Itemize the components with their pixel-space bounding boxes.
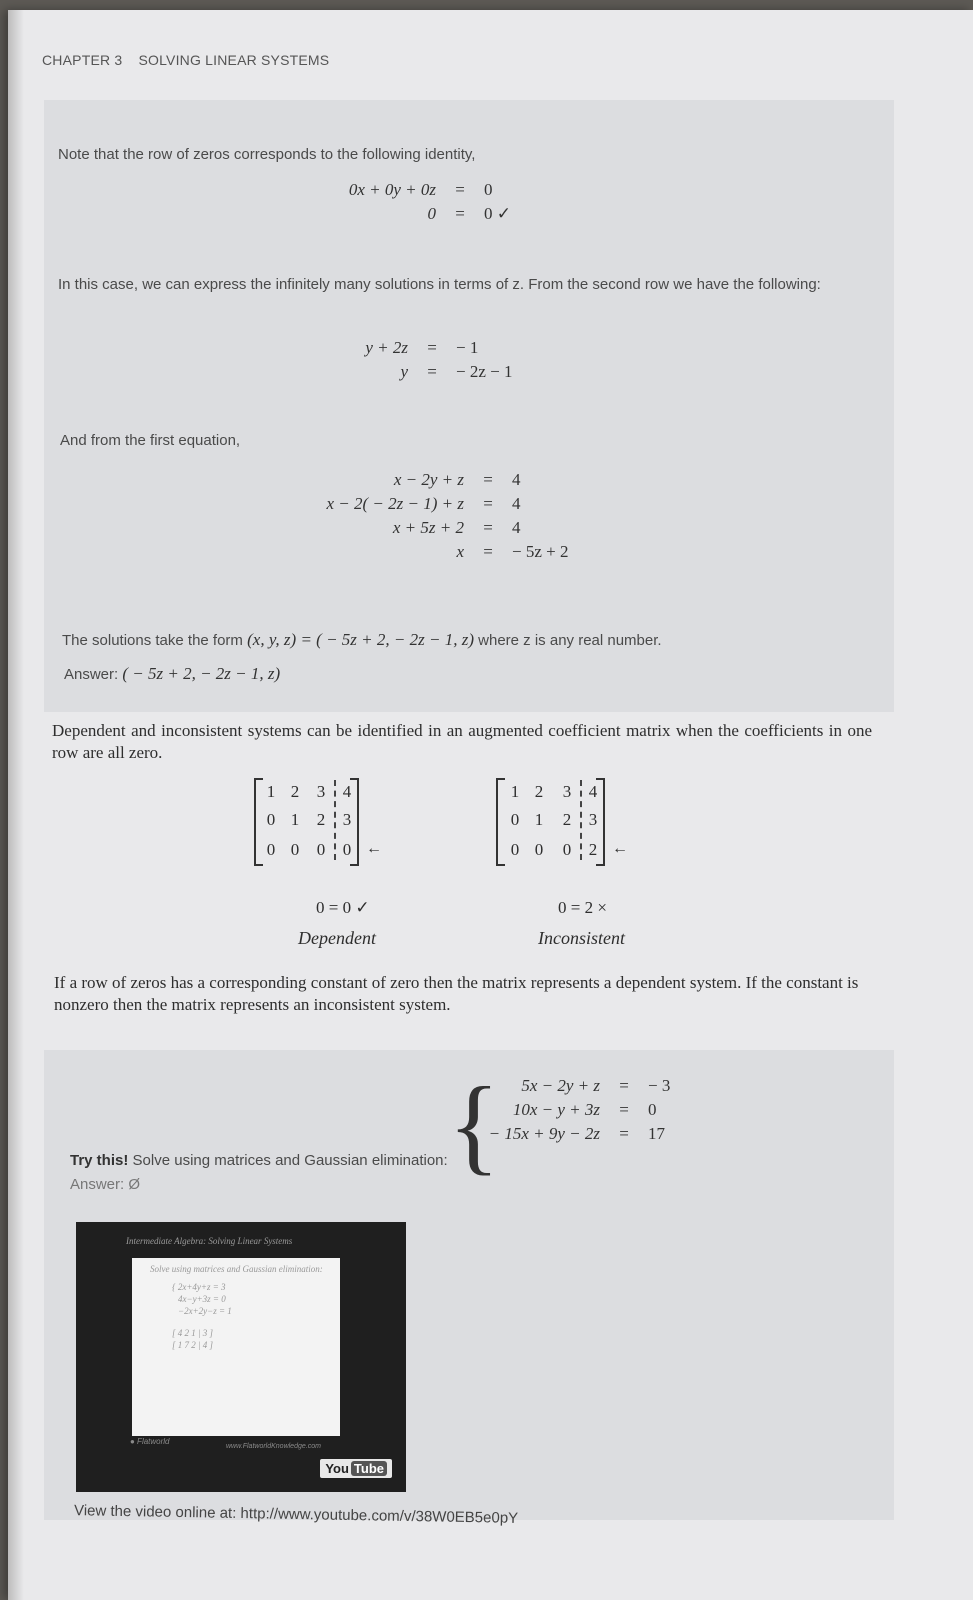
inconsistent-label: Inconsistent	[538, 928, 625, 948]
dependent-label: Dependent	[298, 928, 376, 948]
video-watermark: ● Flatworld	[130, 1437, 170, 1446]
row-arrow-icon: ←	[612, 840, 628, 857]
system-brace: {	[448, 1066, 500, 1185]
try-this-system: 5x − 2y + z = − 3 10x − y + 3z = 0 − 15x + 9y − 2z = 17	[488, 1076, 671, 1143]
paragraph-infinite-solutions: In this case, we can express the infinitely many solutions in terms of z. From the second row we have the following:	[58, 276, 821, 293]
paragraph-first-equation: And from the first equation,	[60, 432, 241, 449]
video-title: Intermediate Algebra: Solving Linear Systems	[126, 1236, 293, 1246]
video-screen: Solve using matrices and Gaussian elimination: { 2x+4y+z = 3 4x−y+3z = 0 −2x+2y−z = 1 [ 4 2 1 | 3 ] [ 1 7 2 | 4 ]	[132, 1258, 340, 1436]
row-arrow-icon: ←	[366, 840, 382, 857]
dependent-result: 0 = 0 ✓	[316, 898, 370, 917]
first-row-equations: x − 2y + z = 4 x − 2( − 2z − 1) + z = 4 x + 5z + 2 = 4 x = − 5z + 2	[326, 470, 569, 561]
eq-lhs: 0	[427, 204, 436, 223]
book-page	[8, 10, 973, 1600]
inconsistent-result: 0 = 2 ×	[558, 898, 607, 917]
answer-line: Answer: ( − 5z + 2, − 2z − 1, z)	[64, 664, 281, 683]
paragraph-row-of-zeros: If a row of zeros has a corresponding constant of zero then the matrix represents a dependent system. If the constant is nonzero then the matrix represents an inconsistent system.	[54, 973, 859, 1014]
second-row-equations: y + 2z = − 1 y = − 2z − 1	[365, 338, 513, 381]
note-text: Note that the row of zeros corresponds to the following identity,	[58, 146, 476, 163]
try-this-prompt: Try this! Solve using matrices and Gaussian elimination:	[70, 1152, 448, 1169]
running-header	[42, 52, 341, 68]
youtube-logo-icon[interactable]: You Tube	[320, 1459, 392, 1478]
chapter-title: SOLVING LINEAR SYSTEMS	[138, 52, 330, 68]
page-gutter	[8, 10, 24, 1600]
try-this-answer: Answer: Ø	[70, 1176, 141, 1193]
matrix-inconsistent: 1 2 3 4 0 1 2 3 0 0 0 2 ←	[496, 778, 636, 868]
paragraph-dependent-inconsistent: Dependent and inconsistent systems can be identified in an augmented coefficient matrix when the coefficients in one row are all zero.	[52, 721, 872, 762]
eq-lhs: 0x + 0y + 0z	[348, 180, 436, 199]
video-caption: View the video online at: http://www.youtube.com/v/38W0EB5e0pY	[73, 1502, 519, 1527]
identity-equations: 0x + 0y + 0z = 0 0 = 0 ✓	[330, 178, 517, 226]
video-thumbnail[interactable]: Intermediate Algebra: Solving Linear Systems Solve using matrices and Gaussian elimination: { 2x+4y+z = 3 4x−y+3z = 0 −2x+2y−z = 1 [ 4 2 1 | 3 ] [ 1 7 2 | 4 ] ● Flatworld www.FlatworldKnowledge.com You Tube	[76, 1222, 406, 1492]
chapter-label: CHAPTER 3	[42, 52, 123, 68]
solution-form-line: The solutions take the form (x, y, z) = ( − 5z + 2, − 2z − 1, z) where z is any real number.	[62, 630, 662, 649]
matrix-dependent: 1 2 3 4 0 1 2 3 0 0 0 0 ←	[254, 778, 394, 868]
